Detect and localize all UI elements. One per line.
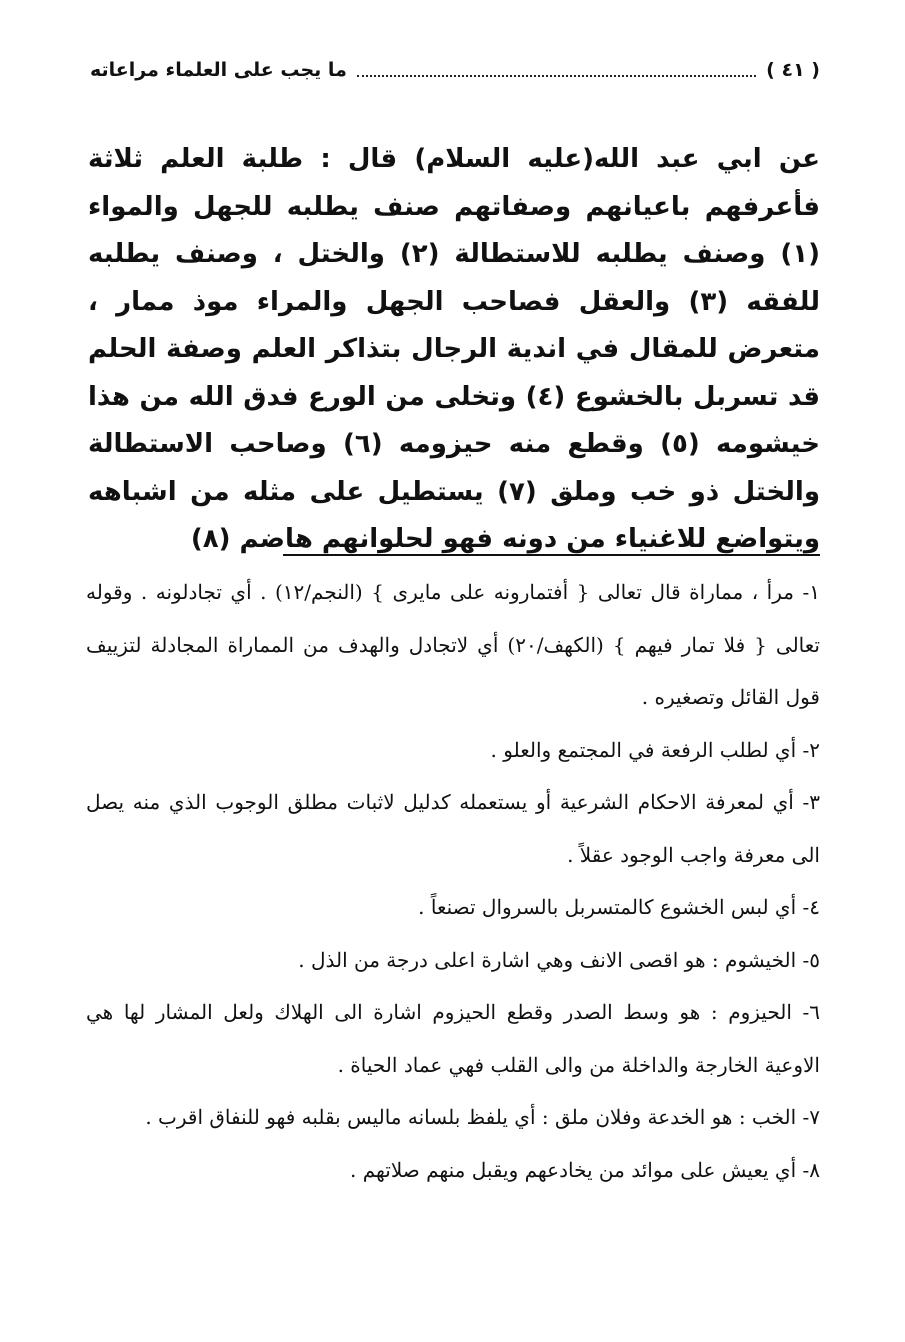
footnote-1: ١- مرأ ، مماراة قال تعالى { أفتمارونه على مايرى } (النجم/١٢) . أي تجادلونه . وقوله تعالى { فلا تمار فيهم } (الكهف/٢٠) أي لاتجادل والهدف من المماراة المجادلة لتزييف قول القائل وتصغيره . [86, 580, 820, 709]
footnote-divider [283, 554, 820, 556]
running-header [90, 50, 820, 90]
footnotes [86, 566, 820, 1196]
footnote-6: ٦- الحيزوم : هو وسط الصدر وقطع الحيزوم اشارة الى الهلاك ولعل المشار لها هي الاوعية الخارجة والداخلة من والى القلب فهي عماد الحياة . [86, 1000, 820, 1077]
page-number: ( ٤١ ) [766, 59, 820, 81]
footnote-8: ٨- أي يعيش على موائد من يخادعهم ويقبل منهم صلاتهم . [350, 1157, 820, 1182]
footnote-3: ٣- أي لمعرفة الاحكام الشرعية أو يستعمله كدليل لاثبات مطلق الوجوب الذي منه يصل الى معرفة واجب الوجود عقلاً . [86, 790, 820, 867]
footnote-4: ٤- أي لبس الخشوع كالمتسربل بالسروال تصنعاً . [418, 895, 820, 919]
footnote-7: ٧- الخب : هو الخدعة وفلان ملق : أي يلفظ بلسانه ماليس بقلبه فهو للنفاق اقرب . [145, 1105, 820, 1129]
header-title: ما يجب على العلماء مراعاته [90, 59, 347, 81]
footnote-5: ٥- الخيشوم : هو اقصى الانف وهي اشارة اعلى درجة من الذل . [298, 947, 820, 972]
footnote-2: ٢- أي لطلب الرفعة في المجتمع والعلو . [490, 737, 820, 762]
main-paragraph: عن ابي عبد الله(عليه السلام) قال : طلبة العلم ثلاثة فأعرفهم باعيانهم وصفاتهم صنف يطلبه للجهل والمواء (١) وصنف يطلبه للاستطالة (٢) والختل ، وصنف يطلبه للفقه (٣) والعقل فصاحب الجهل والمراء موذ ممار ، متعرض للمقال في اندية الرجال بتذاكر العلم وصفة الحلم قد تسربل بالخشوع (٤) وتخلى من الورع فدق الله من هذا خيشومه (٥) وقطع منه حيزومه (٦) وصاحب الاستطالة والختل ذو خب وملق (٧) يستطيل على مثله من اشباهه ويتواضع للاغنياء من دونه فهو لحلوانهم هاضم (٨) [88, 144, 820, 554]
header-dot-leader [357, 75, 756, 77]
